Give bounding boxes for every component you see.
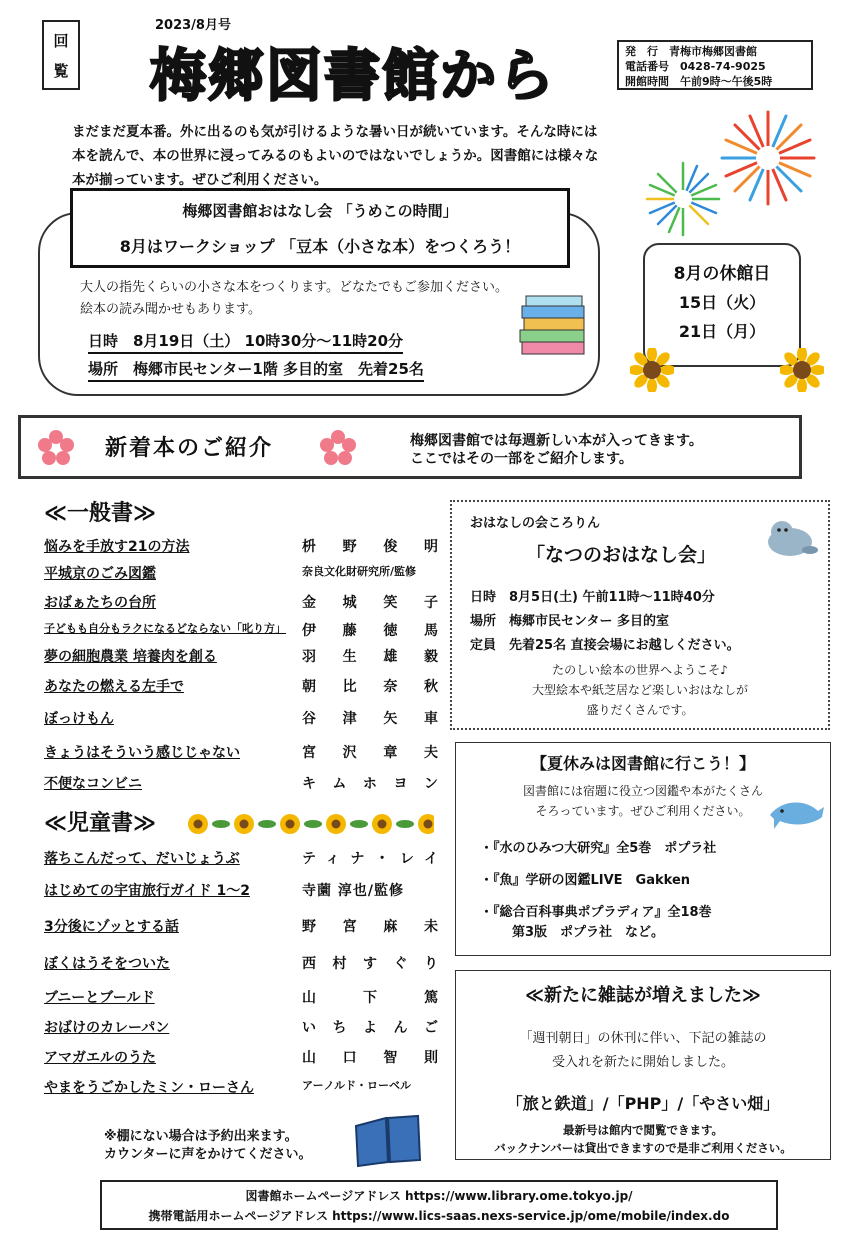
homepage-address[interactable]: 図書館ホームページアドレス https://www.library.ome.tokyo.jp/ [245, 1189, 633, 1203]
leaf-icon [258, 820, 276, 828]
korin-detail: 場所 梅郷市民センター 多目的室 [470, 614, 670, 629]
book-title: 夢の細胞農業 培養肉を創る [44, 649, 217, 665]
korin-detail: 定員 先着25名 直接会場にお越しください。 [470, 638, 740, 653]
closed-date: 21日（月） [678, 322, 766, 341]
sunflower-icon [630, 348, 674, 392]
summer-books [480, 839, 716, 943]
summer-desc-line: そろっています。ぜひご利用ください。 [535, 804, 751, 818]
magazine-desc-line: 「週刊朝日」の休刊に伴い、下記の雑誌の [519, 1031, 767, 1046]
korin-sub-line: 大型絵本や紙芝居など楽しいおはなしが [531, 683, 748, 697]
book-author: 谷津矢車 [302, 711, 438, 727]
footer-address-box [100, 1180, 778, 1230]
book-title: 平城京のごみ図鑑 [44, 566, 156, 582]
magazine-titles: 「旅と鉄道」/「PHP」/「やさい畑」 [506, 1094, 780, 1113]
seal-icon [764, 514, 820, 560]
book-title: 3分後にゾッとする話 [44, 919, 179, 935]
magazine-box [455, 970, 831, 1160]
summer-desc-line: 図書館には宿題に役立つ図鑑や本がたくさん [522, 784, 763, 798]
book-author: 野宮麻未 [302, 919, 438, 935]
book-author: 羽生雄毅 [302, 649, 438, 665]
sunflower-center [424, 820, 433, 829]
hours-line: 開館時間 午前9時～午後5時 [625, 75, 773, 88]
korin-details [470, 586, 740, 658]
summer-book: ・『総合百科事典ポプラディア』全18巻 [480, 905, 712, 920]
book-author: 朝比奈秋 [302, 679, 438, 695]
book-title: アマガエルのうた [44, 1050, 156, 1066]
book-author: アーノルド・ローベル [302, 1079, 412, 1092]
new-books-desc-line: 梅郷図書館では毎週新しい本が入ってきます。 [410, 433, 703, 449]
book-title: はじめての宇宙旅行ガイド 1～2 [44, 883, 250, 899]
magazine-notes [456, 1121, 830, 1157]
intro-line: 本が揃っています。ぜひご利用ください。 [72, 172, 328, 188]
new-books-title: 新着本のご紹介 [105, 436, 274, 461]
korin-sub-line: 盛りだくさんです。 [586, 703, 694, 717]
book-title: ぼっけもん [44, 711, 114, 727]
sunflower-center [194, 820, 203, 829]
ohanashi-title: 梅郷図書館おはなし会 「うめこの時間」 [182, 202, 458, 220]
book-title: 不便なコンビニ [44, 776, 142, 792]
reserve-note-line: カウンターに声をかけてください。 [104, 1147, 312, 1162]
mobile-address[interactable]: 携帯電話用ホームページアドレス https://www.lics-saas.nexs-service.jp/ome/mobile/index.do [148, 1209, 730, 1223]
ohanashi-desc-line: 絵本の読み聞かせもあります。 [80, 302, 261, 317]
kairan-char-1: 回 [53, 32, 69, 50]
publisher-box [617, 40, 813, 90]
korin-detail: 日時 8月5日(土) 午前11時～11時40分 [470, 590, 715, 605]
dolphin-icon [766, 793, 826, 841]
closed-date: 15日（火） [678, 293, 766, 312]
leaf-icon [350, 820, 368, 828]
korin-title: 「なつのおはなし会」 [526, 544, 717, 566]
sunflower-icon [780, 348, 824, 392]
reserve-note-line: ※棚にない場合は予約出来ます。 [104, 1129, 298, 1144]
intro-line: 本を読んで、本の世界に浸ってみるのもよいのではないでしょうか。図書館には様々な [72, 148, 599, 164]
new-books-desc-line: ここではその一部をご紹介します。 [410, 451, 633, 467]
book-title: ブニーとブールド [44, 990, 155, 1006]
book-title: やまをうごかしたミン・ローさん [44, 1080, 254, 1096]
leaf-icon [304, 820, 322, 828]
book-author: いちよんご [302, 1020, 438, 1036]
book-author: 宮沢章夫 [302, 745, 438, 761]
summer-book: ・『魚』学研の図鑑LIVE Gakken [480, 873, 691, 888]
korin-label: おはなしの会ころりん [470, 516, 601, 531]
magazine-desc-line: 受入れを新たに開始しました。 [551, 1055, 734, 1070]
leaf-icon [212, 820, 230, 828]
book-author: 山下篤 [302, 990, 438, 1006]
magazine-title: ≪新たに雑誌が増えました≫ [525, 985, 761, 1006]
intro-line: まだまだ夏本番。外に出るのも気が引けるような暑い日が続いています。そんな時には [72, 124, 598, 140]
korin-box [450, 500, 830, 730]
kairan-char-2: 覧 [53, 62, 69, 80]
korin-sub [452, 660, 828, 720]
book-title: あなたの燃える左手で [44, 679, 184, 695]
ohanashi-desc [80, 277, 560, 321]
summer-book: 第3版 ポプラ社 など。 [512, 925, 665, 940]
new-books-desc [410, 432, 703, 468]
firework-icon-green [644, 160, 722, 238]
closed-heading: 8月の休館日 [673, 264, 771, 284]
plum-flower-icon [320, 430, 356, 466]
magazine-note: バックナンバーは貸出できますので是非ご利用ください。 [494, 1141, 792, 1155]
sunflower-center [240, 820, 249, 829]
kairan-box [42, 20, 80, 90]
book-author: 寺薗 淳也/監修 [302, 883, 404, 899]
newsletter-title: 梅郷図書館から [150, 44, 556, 109]
book-stack-icon [516, 292, 592, 362]
ohanashi-desc-line: 大人の指先くらいの小さな本をつくります。どなたでもご参加ください。 [80, 280, 508, 295]
open-book-icon [352, 1112, 424, 1168]
book-title: きょうはそういう感じじゃない [44, 745, 240, 761]
ohanashi-heading-box [70, 188, 570, 268]
book-title: 落ちこんだって、だいじょうぶ [44, 851, 240, 867]
sunflower-center [378, 820, 387, 829]
reserve-note [104, 1128, 311, 1164]
book-title: おばけのカレーパン [44, 1020, 170, 1036]
firework-icon-red [718, 108, 818, 208]
book-author: 金城笑子 [302, 595, 438, 611]
korin-sub-line: たのしい絵本の世界へようこそ♪ [552, 663, 728, 677]
book-title: ぼくはうそをついた [44, 956, 170, 972]
ohanashi-subtitle: 8月はワークショップ 「豆本（小さな本）をつくろう！ [119, 237, 521, 256]
book-author: 山口智則 [302, 1050, 438, 1066]
book-author: 枡野俊明 [302, 539, 438, 555]
summer-box [455, 742, 831, 956]
magazine-note: 最新号は館内で閲覧できます。 [562, 1123, 724, 1137]
children-heading: ≪児童書≫ [44, 811, 157, 836]
book-title: おばぁたちの台所 [44, 595, 156, 611]
general-heading: ≪一般書≫ [44, 501, 157, 526]
summer-book: ・『水のひみつ大研究』全5巻 ポプラ社 [480, 841, 717, 856]
book-author: キムホヨン [302, 776, 438, 792]
sunflower-center [286, 820, 295, 829]
intro-text [72, 120, 652, 192]
book-author: 西村すぐり [302, 956, 438, 972]
magazine-desc [456, 1027, 830, 1075]
book-author: ティナ・レイ [302, 851, 438, 867]
publisher-line: 発 行 青梅市梅郷図書館 [625, 45, 757, 58]
book-title: 悩みを手放す21の方法 [44, 539, 190, 555]
ohanashi-place: 場所 梅郷市民センター1階 多目的室 先着25名 [88, 358, 424, 382]
sunflower-row-icon [184, 812, 434, 836]
issue-date: 2023/8月号 [155, 18, 231, 33]
sunflower-center [332, 820, 341, 829]
book-author: 奈良文化財研究所/監修 [302, 565, 417, 578]
book-title: 子どもも自分もラクになるどならない「叱り方」 [44, 622, 286, 635]
ohanashi-datetime: 日時 8月19日（土） 10時30分～11時20分 [88, 330, 403, 354]
phone-line: 電話番号 0428-74-9025 [625, 60, 766, 73]
sunflower-garland [184, 812, 434, 840]
leaf-icon [396, 820, 414, 828]
book-author: 伊藤徳馬 [302, 623, 438, 639]
plum-flower-icon [38, 430, 74, 466]
summer-title: 【夏休みは図書館に行こう！】 [530, 754, 755, 773]
